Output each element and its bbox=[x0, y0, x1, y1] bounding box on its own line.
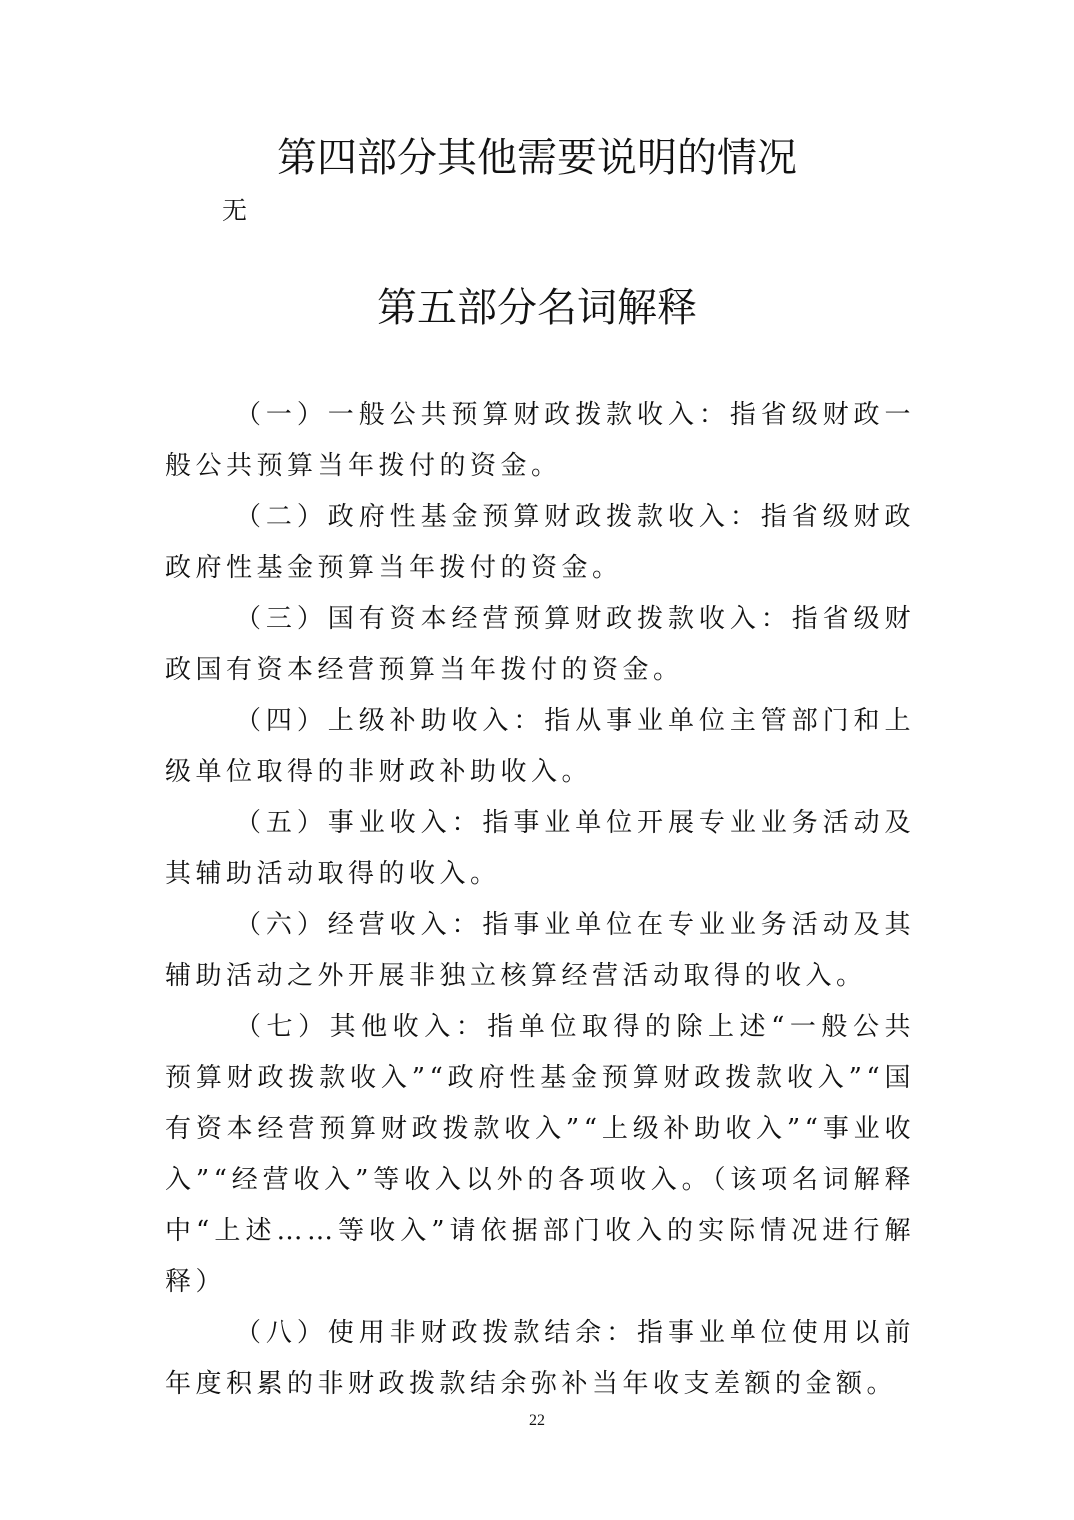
section-4-title: 第四部分其他需要说明的情况 bbox=[277, 135, 797, 181]
definition-2: （二）政府性基金预算财政拨款收入：指省级财政政府性基金预算当年拨付的资金。 bbox=[165, 502, 915, 583]
definition-8: （八）使用非财政拨款结余：指事业单位使用以前年度积累的非财政拨款结余弥补当年收支差额的金额。 bbox=[165, 1318, 915, 1399]
definition-1: （一）一般公共预算财政拨款收入：指省级财政一般公共预算当年拨付的资金。 bbox=[165, 400, 915, 481]
definition-7: （七）其他收入：指单位取得的除上述“一般公共预算财政拨款收入”“政府性基金预算财政拨款收入”“国有资本经营预算财政拨款收入”“上级补助收入”“事业收入”“经营收入”等收入以外的各项收入。（该项名词解释中“上述……等收入”请依据部门收入的实际情况进行解释） bbox=[165, 1012, 915, 1297]
section-5-title: 第五部分名词解释 bbox=[377, 285, 697, 331]
definitions-list bbox=[165, 390, 915, 1410]
section-4-content: 无 bbox=[222, 196, 248, 225]
definition-5: （五）事业收入：指事业单位开展专业业务活动及其辅助活动取得的收入。 bbox=[165, 808, 915, 889]
page-number: 22 bbox=[529, 1412, 545, 1429]
definition-6: （六）经营收入：指事业单位在专业业务活动及其辅助活动之外开展非独立核算经营活动取得的收入。 bbox=[165, 910, 915, 991]
definition-4: （四）上级补助收入：指从事业单位主管部门和上级单位取得的非财政补助收入。 bbox=[165, 706, 915, 787]
definition-3: （三）国有资本经营预算财政拨款收入：指省级财政国有资本经营预算当年拨付的资金。 bbox=[165, 604, 915, 685]
